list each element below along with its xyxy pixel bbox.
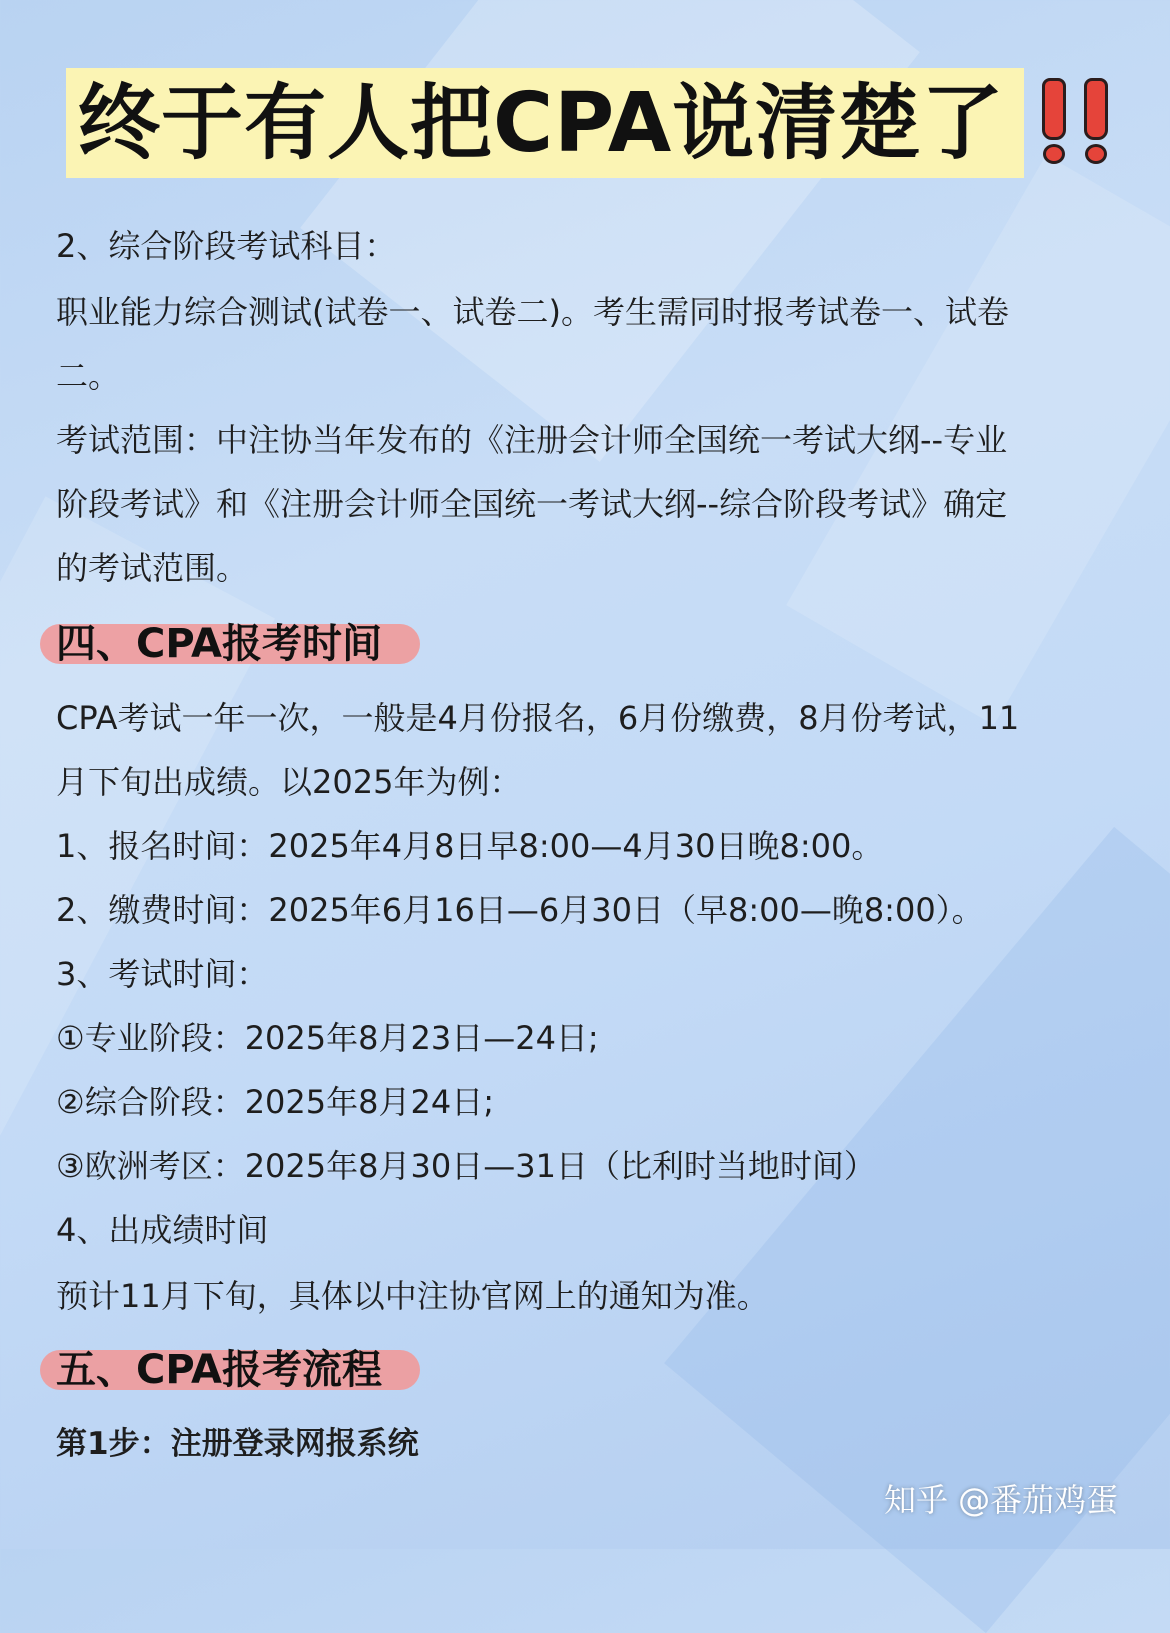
paragraph-line: 3、考试时间： bbox=[56, 955, 269, 993]
exclamation-icon bbox=[1082, 78, 1112, 168]
watermark: 知乎 @番茄鸡蛋 bbox=[884, 1481, 1119, 1519]
paragraph-line: 4、出成绩时间 bbox=[56, 1211, 269, 1249]
exclamation-icon bbox=[1040, 78, 1070, 168]
section-heading-text: 四、CPA报考时间 bbox=[56, 621, 382, 667]
paragraph-line: 预计11月下旬，具体以中注协官网上的通知为准。 bbox=[56, 1277, 769, 1315]
paragraph-line: ①专业阶段：2025年8月23日—24日; bbox=[56, 1019, 599, 1057]
paragraph-line: CPA考试一年一次，一般是4月份报名，6月份缴费，8月份考试，11 bbox=[56, 699, 1020, 737]
paragraph-line: ③欧洲考区：2025年8月30日—31日（比利时当地时间） bbox=[56, 1147, 876, 1185]
paragraph-line: 2、缴费时间：2025年6月16日—6月30日（早8:00—晚8:00）。 bbox=[56, 891, 984, 929]
paragraph-line: ②综合阶段：2025年8月24日; bbox=[56, 1083, 494, 1121]
paragraph-line: 1、报名时间：2025年4月8日早8:00—4月30日晚8:00。 bbox=[56, 827, 884, 865]
step-line: 第1步：注册登录网报系统 bbox=[56, 1426, 419, 1462]
paragraph-line: 2、综合阶段考试科目： bbox=[56, 227, 397, 265]
section-heading-text: 五、CPA报考流程 bbox=[56, 1347, 382, 1393]
paragraph-line: 阶段考试》和《注册会计师全国统一考试大纲--综合阶段考试》确定 bbox=[56, 485, 1008, 523]
page-title: 终于有人把CPA说清楚了 bbox=[78, 76, 1005, 171]
paragraph-line: 职业能力综合测试(试卷一、试卷二)。考生需同时报考试卷一、试卷 bbox=[56, 293, 1009, 331]
paragraph-line: 的考试范围。 bbox=[56, 549, 249, 587]
paragraph-line: 考试范围：中注协当年发布的《注册会计师全国统一考试大纲--专业 bbox=[56, 421, 1008, 459]
paragraph-line: 二。 bbox=[56, 357, 121, 395]
paragraph-line: 月下旬出成绩。以2025年为例： bbox=[56, 763, 522, 801]
